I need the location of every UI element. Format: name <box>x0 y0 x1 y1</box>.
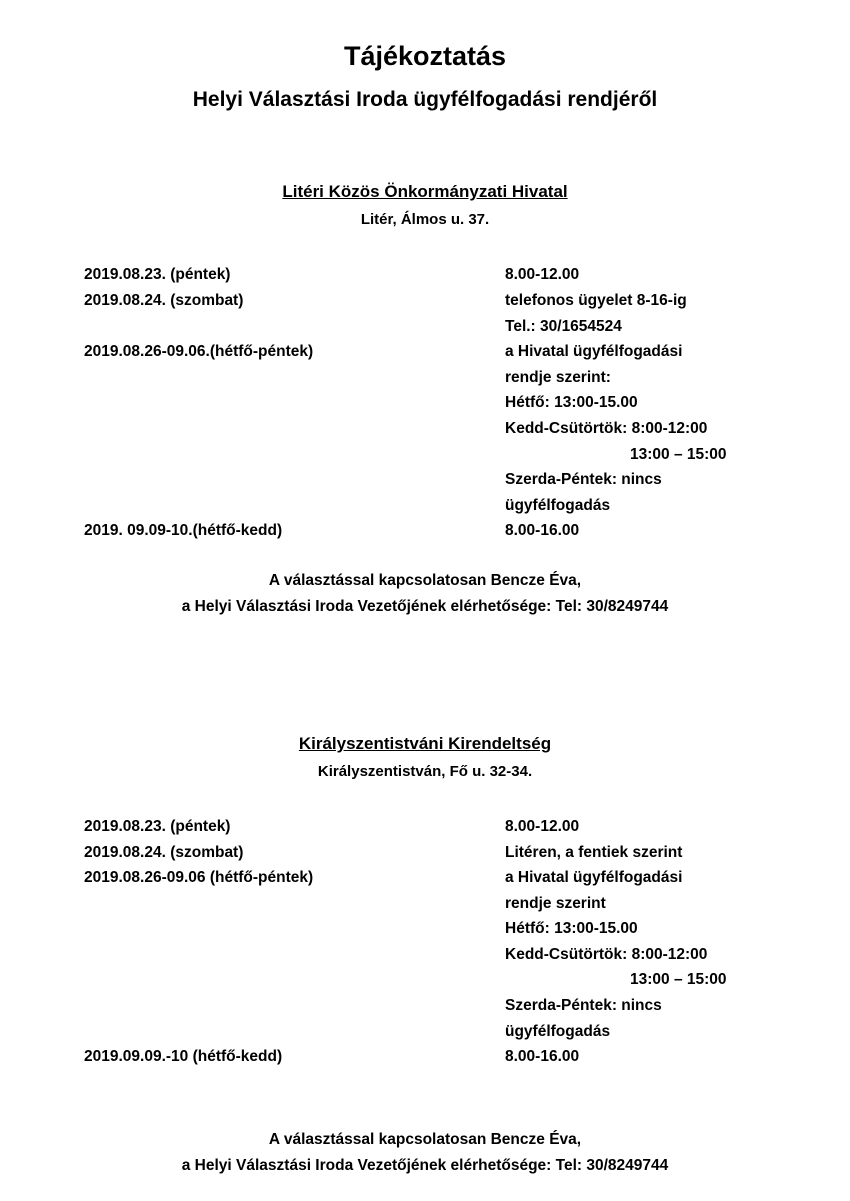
section1-address: Litér, Álmos u. 37. <box>360 211 490 228</box>
section1-date-2: 2019.08.24. (szombat) <box>84 292 244 309</box>
section2-title: Királyszentistváni Kirendeltség <box>298 734 552 753</box>
document-subtitle: Helyi Választási Iroda ügyfélfogadási rendjéről <box>192 88 658 111</box>
section1-date-11: 2019. 09.09-10.(hétfő-kedd) <box>84 522 283 539</box>
section2-contact-line2: a Helyi Választási Iroda Vezetőjének elérhetősége: Tel: 30/8249744 <box>181 1157 669 1174</box>
section1-title: Litéri Közös Önkormányzati Hivatal <box>282 182 568 201</box>
section2-info-4: rendje szerint <box>505 895 606 912</box>
document-title: Tájékoztatás <box>343 41 507 71</box>
section1-info-10: ügyfélfogadás <box>505 497 611 514</box>
section2-info-1: 8.00-12.00 <box>505 818 580 835</box>
section2-info-3: a Hivatal ügyfélfogadási <box>505 869 683 886</box>
section2-date-3: 2019.08.26-09.06 (hétfő-péntek) <box>84 869 314 886</box>
section2-info-9: ügyfélfogadás <box>505 1023 611 1040</box>
section2-info-5: Hétfő: 13:00-15.00 <box>505 920 638 937</box>
section1-contact-line1: A választással kapcsolatosan Bencze Éva, <box>268 572 582 589</box>
section1-info-6: Hétfő: 13:00-15.00 <box>505 394 638 411</box>
section1-info-3: Tel.: 30/1654524 <box>505 318 622 335</box>
section2-info-10: 8.00-16.00 <box>505 1048 580 1065</box>
section2-contact-line1: A választással kapcsolatosan Bencze Éva, <box>268 1131 582 1148</box>
section2-info-8: Szerda-Péntek: nincs <box>505 997 662 1014</box>
section2-date-1: 2019.08.23. (péntek) <box>84 818 231 835</box>
section1-date-1: 2019.08.23. (péntek) <box>84 266 231 283</box>
section2-info-2: Litéren, a fentiek szerint <box>505 844 683 861</box>
section1-info-5: rendje szerint: <box>505 369 611 386</box>
section1-info-7: Kedd-Csütörtök: 8:00-12:00 <box>505 420 708 437</box>
section1-info-1: 8.00-12.00 <box>505 266 580 283</box>
section1-contact-line2: a Helyi Választási Iroda Vezetőjének elérhetősége: Tel: 30/8249744 <box>181 598 669 615</box>
section1-info-9: Szerda-Péntek: nincs <box>505 471 662 488</box>
section1-date-4: 2019.08.26-09.06.(hétfő-péntek) <box>84 343 314 360</box>
section1-info-4: a Hivatal ügyfélfogadási <box>505 343 683 360</box>
section2-date-10: 2019.09.09.-10 (hétfő-kedd) <box>84 1048 283 1065</box>
section2-info-7: 13:00 – 15:00 <box>630 971 727 988</box>
section2-date-2: 2019.08.24. (szombat) <box>84 844 244 861</box>
section2-info-6: Kedd-Csütörtök: 8:00-12:00 <box>505 946 708 963</box>
section2-address: Királyszentistván, Fő u. 32-34. <box>317 763 533 780</box>
section1-info-2: telefonos ügyelet 8-16-ig <box>505 292 687 309</box>
section1-info-8: 13:00 – 15:00 <box>630 446 727 463</box>
section1-info-11: 8.00-16.00 <box>505 522 580 539</box>
